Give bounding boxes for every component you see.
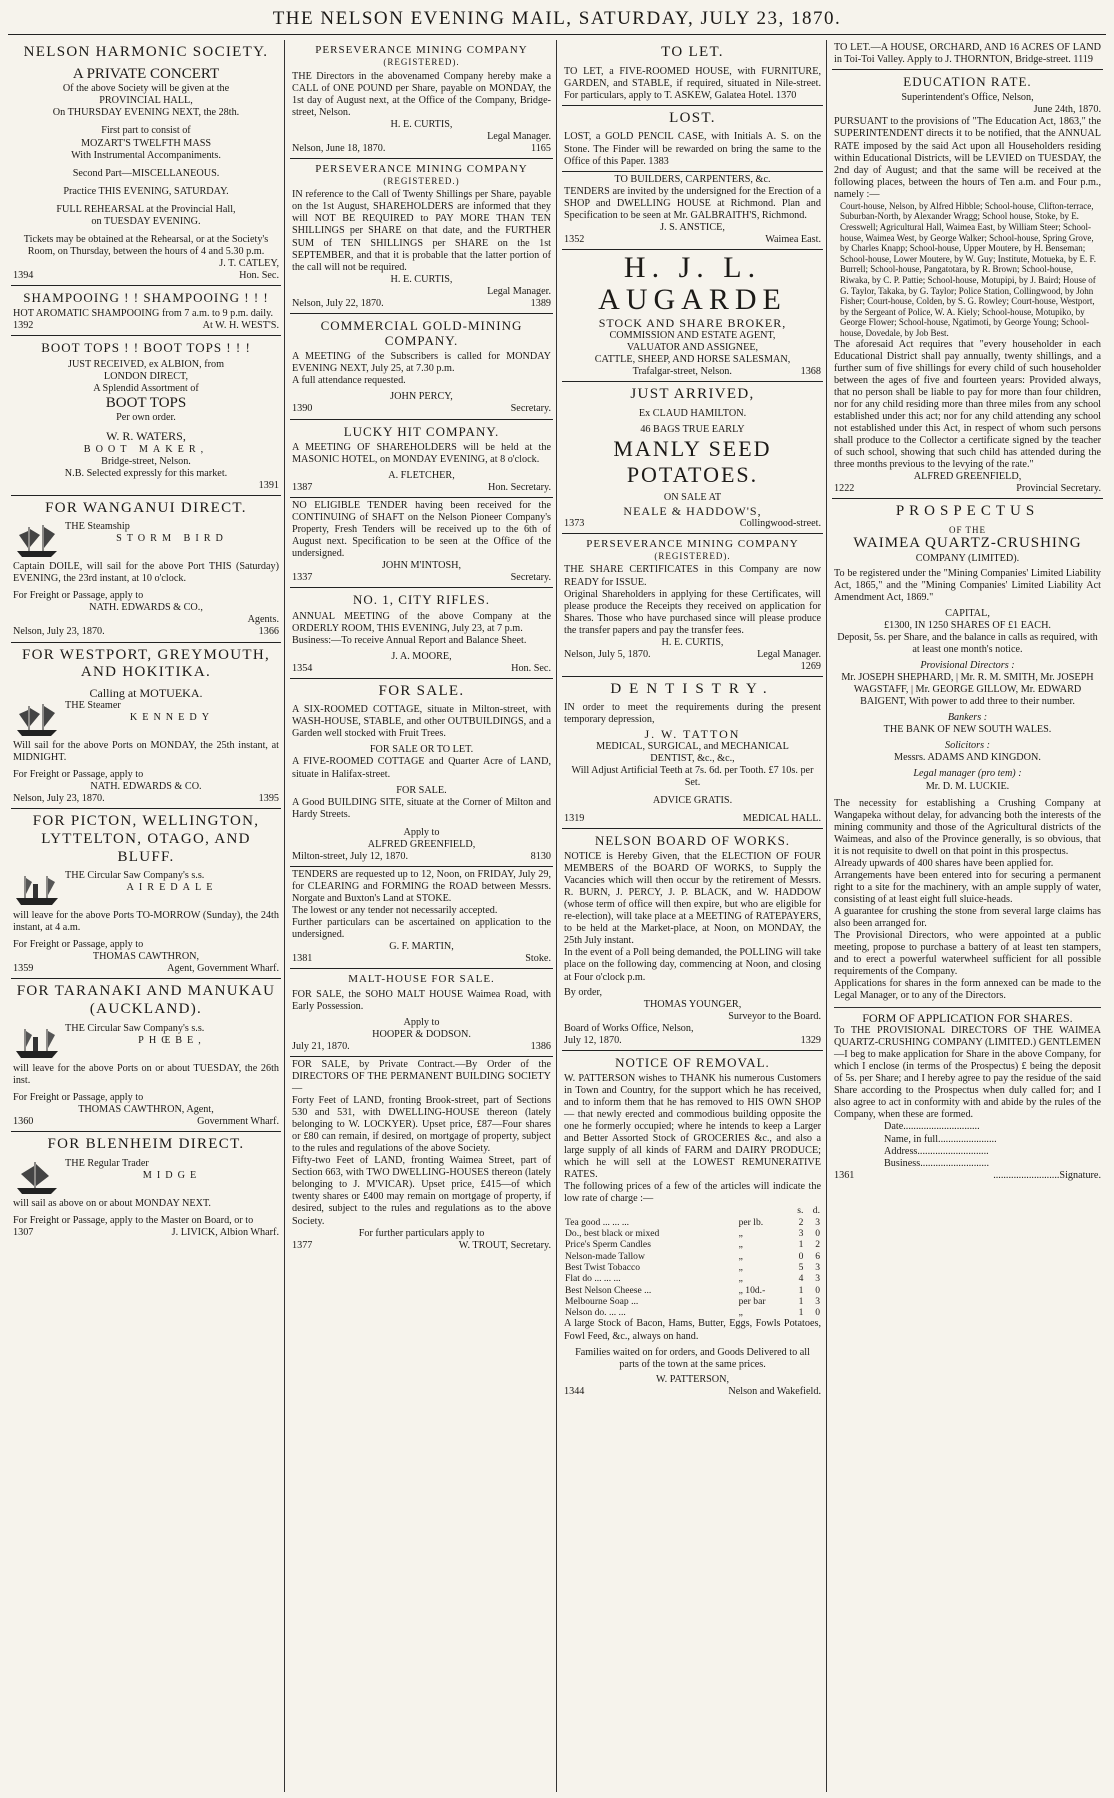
to-let-house-ad xyxy=(832,40,1103,70)
ad-text: Legal Manager. xyxy=(487,285,551,297)
ad-text: In the event of a Poll being demanded, the POLLING will take place on the following day, commencing at Noon, and closing at Four o'clock p.m. xyxy=(564,947,821,983)
ad-title: COMMERCIAL GOLD-MINING xyxy=(320,317,523,333)
ad-text: MEDICAL HALL. xyxy=(742,812,821,824)
ad-text: Surveyor to the Board. xyxy=(728,1010,821,1022)
masthead xyxy=(8,4,1106,35)
ad-number: 1389 xyxy=(530,297,551,309)
ad-text: MOZART'S TWELFTH MASS xyxy=(80,137,212,149)
commercial-mining-ad xyxy=(290,314,553,420)
ad-text: THE Circular Saw Company's s.s. xyxy=(65,1022,205,1034)
perseverance-shares-ad xyxy=(562,534,823,677)
ad-text: Mr. D. M. LUCKIE. xyxy=(925,780,1010,792)
column-3 xyxy=(559,40,827,1792)
ad-number: 1319 xyxy=(564,812,585,824)
ad-text: A SIX-ROOMED COTTAGE, situate in Milton-street, with WASH-HOUSE, STABLE, and other OUTBUILDINGS, and a Garden well stocked with Fruit Trees. xyxy=(292,704,551,740)
ad-text: Will Adjust Artificial Teeth at 7s. 6d. per Tooth. £7 10s. per Set. xyxy=(571,764,814,788)
ad-title: AND HOKITIKA. xyxy=(80,664,212,681)
wanganui-ad xyxy=(11,496,281,643)
ad-text: Legal Manager. xyxy=(757,648,821,660)
ad-text: Ex CLAUD HAMILTON. xyxy=(638,407,747,419)
ad-number: 1352 xyxy=(564,233,585,245)
price-row: Nelson do. ... ... „ 1 0 xyxy=(565,1307,820,1319)
ad-title: TO LET. xyxy=(661,44,724,60)
ad-text: Practice THIS EVENING, SATURDAY. xyxy=(63,185,229,197)
ad-number: 1307 xyxy=(13,1226,34,1238)
ad-subtitle: (REGISTERED). xyxy=(383,56,460,67)
column-header: d. xyxy=(812,1205,820,1217)
ad-number: 1368 xyxy=(800,366,821,377)
ad-text: Calling at MOTUEKA. xyxy=(89,685,203,700)
sailing-ship-icon xyxy=(13,1158,61,1198)
ad-title: LUCKY HIT COMPANY. xyxy=(343,423,500,439)
ad-text: ON SALE AT xyxy=(663,491,722,503)
ad-text: For Freight or Passage, apply to the Master on Board, or to xyxy=(13,1214,254,1226)
form-field-address: Address............................ xyxy=(884,1145,989,1157)
ad-signature: Hon. Sec. xyxy=(239,269,279,281)
ad-text: BOOT MAKER, xyxy=(83,443,209,455)
ad-signature: JOHN M'INTOSH, xyxy=(381,560,462,572)
dentistry-ad xyxy=(562,677,823,829)
column-1 xyxy=(8,40,285,1792)
ad-number: 1394 xyxy=(13,269,34,281)
ad-text: The necessity for establishing a Crushing Company at Wangapeka without delay, for advancing both the interests of the mining community and those of the Agricultural districts of the Waimeas, and also of the Province generally, is so obvious, that it is not requisite to dwell on that point in this prospectus. xyxy=(834,797,1101,857)
ad-title: (AUCKLAND). xyxy=(89,1001,203,1018)
ad-number: 1387 xyxy=(292,481,313,493)
ad-date: Nelson, June 18, 1870. xyxy=(292,142,386,154)
ad-headline: A PRIVATE CONCERT xyxy=(72,65,220,82)
price-row: Tea good ... ... ... per lb. 2 3 xyxy=(565,1216,820,1228)
ad-text: JUST RECEIVED, ex ALBION, from xyxy=(67,358,224,370)
ad-date: Nelson, July 23, 1870. xyxy=(13,793,105,805)
ad-text: THOMAS CAWTHRON, xyxy=(92,951,200,963)
ad-headline: H. J. L. AUGARDE xyxy=(598,250,787,316)
ad-text: Collingwood-street. xyxy=(739,517,821,529)
page-title: THE NELSON EVENING MAIL, SATURDAY, JULY 23, 1870. xyxy=(272,8,842,29)
price-row: Price's Sperm Candles „ 1 2 xyxy=(565,1239,820,1251)
ad-title: JUST ARRIVED, xyxy=(630,386,755,403)
form-field-signature: ..........................Signature. xyxy=(993,1169,1101,1181)
westport-ad xyxy=(11,643,281,810)
ad-signature: ALFRED GREENFIELD, xyxy=(367,838,476,850)
ad-number: 1390 xyxy=(292,403,313,415)
ad-text: NATH. EDWARDS & CO. xyxy=(90,781,202,793)
boot-tops-ad xyxy=(11,336,281,495)
ad-text: A Good BUILDING SITE, situate at the Corner of Milton and Hardy Streets. xyxy=(292,796,551,820)
land-sale-ad xyxy=(290,1057,553,1255)
ad-text: Tickets may be obtained at the Rehearsal, or at the Society's Room, on Thursday, between the hours of 4 and 5.30 p.m. xyxy=(23,233,269,257)
ad-text: Mr. JOSEPH SHEPHARD, | Mr. R. M. SMITH, Mr. JOSEPH WAGSTAFF, | Mr. GEORGE GILLOW, Mr. EDWARD BAIGENT, With power to add three to their number. xyxy=(841,672,1094,708)
ad-text: Hon. Secretary. xyxy=(488,481,551,493)
ad-date: Nelson, July 23, 1870. xyxy=(13,626,105,638)
picton-ad xyxy=(11,809,281,979)
ad-number: 1366 xyxy=(258,626,279,638)
ad-signature: HOOPER & DODSON. xyxy=(372,1029,471,1041)
tender-shaft-ad xyxy=(290,498,553,588)
ad-text: For further particulars apply to xyxy=(358,1227,485,1239)
just-arrived-ad xyxy=(562,382,823,534)
ad-text: A large Stock of Bacon, Hams, Butter, Eggs, Fowls Potatoes, Fowl Feed, &c., always on hand. xyxy=(564,1318,821,1342)
ad-number: 1359 xyxy=(13,963,34,975)
ad-text: W. R. WATERS, xyxy=(106,429,186,444)
ad-date: Milton-street, July 12, 1870. xyxy=(292,850,409,862)
ad-text: NO ELIGIBLE TENDER having been received for the CONTINUING of SHAFT on the Nelson Pioneer Company's Property, Fresh Tenders will be received up to the 6th of August next. Specification to be seen at the Office of the undersigned. xyxy=(292,499,551,560)
ad-text: MEDICAL, SURGICAL, and MECHANICAL xyxy=(596,740,789,752)
ad-title: BOOT TOPS ! ! BOOT TOPS ! ! ! xyxy=(41,340,251,356)
ad-title: PERSEVERANCE MINING COMPANY xyxy=(586,537,799,550)
ad-text: A MEETING OF SHAREHOLDERS will be held at the MASONIC HOTEL, on MONDAY EVENING, at 8 o'clock. xyxy=(292,441,551,465)
ad-text: IN order to meet the requirements during the present temporary depression, xyxy=(564,702,821,726)
ad-signature: J. LIVICK, Albion Wharf. xyxy=(171,1226,279,1238)
columns xyxy=(8,40,1106,1792)
malt-house-ad xyxy=(290,969,553,1057)
ad-text: Trafalgar-street, Nelson. xyxy=(632,366,732,377)
ad-signature: W. PATTERSON, xyxy=(655,1373,730,1385)
ad-title: FOR TARANAKI AND MANUKAU xyxy=(16,983,276,1000)
ad-text: To THE PROVISIONAL DIRECTORS OF THE WAIMEA QUARTZ-CRUSHING COMPANY (LIMITED.) GENTLEMEN—I beg to make application for Share in the above Company, for which I enclose (in terms of the Prospectus) £ being the deposit of 5s. per Share; and I hereby agree to pay the residue of the said Share according to the Prospectus when duly called for; and I also agree to act in conformity with and abide by the rules of the Company, when these are formed. xyxy=(834,1025,1101,1121)
ad-title: TO BUILDERS, CARPENTERS, &c. xyxy=(614,173,771,185)
ad-title: FOR WANGANUI DIRECT. xyxy=(45,499,247,516)
ad-subtitle: FOR SALE OR TO LET. xyxy=(369,744,474,756)
ad-signature: H. E. CURTIS, xyxy=(661,636,724,648)
ad-subtitle: (REGISTERED). xyxy=(654,550,731,561)
column-2 xyxy=(287,40,557,1792)
ad-subtitle: (REGISTERED.) xyxy=(383,175,460,186)
ad-subtitle: FOR SALE. xyxy=(396,784,447,796)
ad-title: NOTICE OF REMOVAL. xyxy=(615,1054,770,1070)
ad-text: A guarantee for crushing the stone from several large claims has also been arranged for. xyxy=(834,905,1101,929)
perseverance-call-1 xyxy=(290,40,553,159)
ship-name: AIREDALE xyxy=(126,882,218,894)
ad-signature: W. TROUT, Secretary. xyxy=(458,1239,551,1251)
price-row: Best Nelson Cheese ... „ 10d.- 1 0 xyxy=(565,1284,820,1296)
ad-number: 8130 xyxy=(530,850,551,862)
price-row: Best Twist Tobacco „ 5 3 xyxy=(565,1261,820,1273)
ad-text: On THURSDAY EVENING NEXT, the 28th. xyxy=(52,107,240,119)
ad-number: 1329 xyxy=(800,1034,821,1046)
lost-ad xyxy=(562,106,823,172)
column-header: s. xyxy=(797,1205,804,1217)
ad-signature: J. A. MOORE, xyxy=(391,650,452,662)
ad-date: June 24th, 1870. xyxy=(1033,104,1101,116)
ad-text: COMMISSION AND ESTATE AGENT, xyxy=(609,329,776,341)
ad-title: SHAMPOOING ! ! SHAMPOOING ! ! ! xyxy=(23,289,269,305)
ad-title: LOST. xyxy=(669,109,716,126)
ad-number: 1386 xyxy=(530,1041,551,1053)
ad-text: Secretary. xyxy=(510,572,551,584)
ad-title: FOR SALE. xyxy=(378,682,465,699)
lucky-hit-ad xyxy=(290,420,553,498)
ad-title: FOR PICTON, WELLINGTON, xyxy=(32,813,260,830)
ad-title: MALT-HOUSE FOR SALE. xyxy=(348,972,495,985)
ad-text: Arrangements have been entered into for securing a permanent right to a site for the machinery, with an ample supply of water, consisting of at least eight full sluice-heads. xyxy=(834,869,1101,905)
ad-signature: H. E. CURTIS, xyxy=(390,118,453,130)
ad-number: 1377 xyxy=(292,1239,313,1251)
ad-text: FOR SALE, the SOHO MALT HOUSE Waimea Road, with Early Possession. xyxy=(292,988,551,1012)
ad-text: FULL REHEARSAL at the Provincial Hall, xyxy=(56,203,236,215)
ad-text: Second Part—MISCELLANEOUS. xyxy=(72,167,220,179)
ad-text: TENDERS are requested up to 12, Noon, on FRIDAY, July 29, for CLEARING and FORMING the ROAD between Messrs. Norgate and Buxton's Land at STOKE. xyxy=(292,868,551,904)
ad-subtitle: OF THE xyxy=(948,524,987,535)
perseverance-call-2 xyxy=(290,159,553,314)
ad-text: THE Steamer xyxy=(65,700,121,712)
ad-title: FOR WESTPORT, GREYMOUTH, xyxy=(21,646,271,663)
form-field-name: Name, in full....................... xyxy=(884,1133,997,1145)
ad-text: For Freight or Passage, apply to xyxy=(13,939,144,951)
ad-text: THE Circular Saw Company's s.s. xyxy=(65,870,205,882)
ad-text: PROVINCIAL HALL, xyxy=(99,95,193,107)
for-sale-ad xyxy=(290,679,553,867)
ad-text: Of the above Society will be given at the xyxy=(62,83,230,95)
ad-text: ADVICE GRATIS. xyxy=(652,794,733,806)
ad-signature: ALFRED GREENFIELD, xyxy=(913,470,1022,482)
ad-text: THE Directors in the abovenamed Company hereby make a CALL of ONE POUND per Share, payable on MONDAY, the 1st day of August next, at the Office of the Company, Bridge-street, Nelson. xyxy=(292,70,551,118)
ad-number: 1395 xyxy=(258,793,279,805)
ad-text: PURSUANT to the provisions of "The Education Act, 1863," the SUPERINTENDENT directs it to be notified, that the ANNUAL RATE imposed by the said Act upon all Householders residing within Educational Districts, will be LEVIED on TUESDAY, the 2nd day of August; and that the same will be received at the following places, between the hours of Ten a.m. and Four p.m., namely :— xyxy=(834,116,1101,200)
ad-title: COMPANY. xyxy=(384,333,459,349)
ad-text: By order, xyxy=(564,986,603,998)
ad-subtitle: Solicitors : xyxy=(945,740,990,752)
ad-text: TO LET, a FIVE-ROOMED HOUSE, with FURNITURE, GARDEN, and STABLE, if required, situated in Nile-street. For particulars, apply to T. ASKEW, Galatea Hotel. 1370 xyxy=(564,65,821,101)
shampooing-ad xyxy=(11,286,281,336)
ad-text: A Splendid Assortment of xyxy=(93,382,199,394)
ad-text: THE Steamship xyxy=(65,521,130,533)
ad-text: NEALE & HADDOW'S, xyxy=(623,503,762,518)
ad-subtitle: Provisional Directors : xyxy=(920,660,1015,672)
ad-text: LONDON DIRECT, xyxy=(103,370,189,382)
ad-text: Superintendent's Office, Nelson, xyxy=(901,92,1034,104)
ad-text: A FIVE-ROOMED COTTAGE and Quarter Acre of LAND, situate in Halifax-street. xyxy=(292,756,551,780)
ad-text: Hon. Sec. xyxy=(511,662,551,674)
ad-text: Further particulars can be ascertained on application to the undersigned. xyxy=(292,916,551,940)
ad-subtitle: Bankers : xyxy=(947,712,988,724)
ad-signature: JOHN PERCY, xyxy=(390,391,453,403)
price-row: Flat do ... ... ... „ 4 3 xyxy=(565,1273,820,1285)
ad-text: With Instrumental Accompaniments. xyxy=(71,149,221,161)
ad-text: £1300, IN 1250 SHARES OF £1 EACH. xyxy=(884,620,1051,632)
ad-text: First part to consist of xyxy=(101,125,191,137)
sailing-ship-icon xyxy=(13,700,61,740)
ad-number: 1361 xyxy=(834,1169,855,1181)
ad-title: PROSPECTUS xyxy=(895,503,1040,519)
ad-text: Nelson and Wakefield. xyxy=(728,1385,821,1397)
ad-text: TO LET.—A HOUSE, ORCHARD, AND 16 ACRES OF LAND in Toi-Toi Valley. Apply to J. THORNTON, Bridge-street. 1119 xyxy=(834,42,1101,66)
ad-text: Secretary. xyxy=(510,403,551,415)
blenheim-ad xyxy=(11,1132,281,1242)
ad-number: 1392 xyxy=(13,320,34,332)
ad-date: Nelson, July 5, 1870. xyxy=(564,648,651,660)
ad-title: NELSON BOARD OF WORKS. xyxy=(594,832,791,848)
ad-text: To be registered under the "Mining Companies' Limited Liability Act, 1865," and the "Mining Companies' Limited Liability Act Amendment Act, 1869." xyxy=(834,568,1101,604)
ad-title: NO. 1, CITY RIFLES. xyxy=(353,592,490,608)
ad-text: For Freight or Passage, apply to xyxy=(13,1091,144,1103)
ship-name: PHŒBE, xyxy=(138,1034,206,1046)
sailing-ship-icon xyxy=(13,521,61,561)
ad-number: 1222 xyxy=(834,482,855,494)
ad-text: Bridge-street, Nelson. xyxy=(101,455,191,467)
ad-text: N.B. Selected expressly for this market. xyxy=(64,467,228,479)
prospectus-ad xyxy=(832,499,1103,1185)
ad-text: NOTICE is Hereby Given, that the ELECTION OF FOUR MEMBERS of the BOARD OF WORKS, to Supply the Vacancies which will then occur by the retirement of Messrs. R. BURN, J. PERCY, J. P. BLACK, and W. HADDOW (whose term of office will then expire, but who are eligible for re-election), will take place at a MEETING of RATEPAYERS, to be held at the Market-place, at Noon, on MONDAY, the 25th July instant. xyxy=(564,851,821,947)
ad-text: 46 BAGS TRUE EARLY xyxy=(640,423,745,435)
education-rate-ad xyxy=(832,70,1103,499)
ad-headline: BOOT TOPS xyxy=(105,394,187,411)
ad-text: VALUATOR AND ASSIGNEE, xyxy=(626,341,759,353)
ad-text: The following prices of a few of the articles will indicate the low rate of charge :— xyxy=(564,1181,821,1205)
ad-text: Fifty-two Feet of LAND, fronting Waimea Street, part of Section 663, with TWO DWELLING-HOUSES thereon (lately belonging to J. M'VICAR). Upset price, £415—of which twenty shares or £400 may remain on mortgage of property, if desired, subject to the rules and regulations as to the above Society. xyxy=(292,1155,551,1227)
ad-text: LOST, a GOLD PENCIL CASE, with Initials A. S. on the Stone. The Finder will be rewarded on bring the same to the Office of this Paper. 1383 xyxy=(564,131,821,167)
ad-headline: MANLY SEED POTATOES. xyxy=(613,435,772,487)
ad-text: J. W. TATTON xyxy=(644,726,741,741)
price-list xyxy=(564,1205,821,1318)
ad-text: HOT AROMATIC SHAMPOOING from 7 a.m. to 9 p.m. daily. xyxy=(13,308,274,320)
ad-text: Original Shareholders in applying for these Certificates, will please produce the Receipts they received on application for Shares. Those who have purchased since will please produce the transfer papers and pay the transfer fees. xyxy=(564,588,821,636)
price-row: Nelson-made Tallow „ 0 6 xyxy=(565,1250,820,1262)
ship-name: KENNEDY xyxy=(129,712,215,724)
ad-text: will leave for the above Ports on or about TUESDAY, the 26th inst. xyxy=(13,1062,279,1086)
ad-number: 1381 xyxy=(292,952,313,964)
ad-text: W. PATTERSON wishes to THANK his numerous Customers in Town and Country, for the support which he has received, and to inform them that he has removed to HIS OWN SHOP — that newly erected and commodious building opposite the one he formerly occupied; where he intends to keep a Larger and Better Assorted Stock of GROCERIES &c., and also a large supply of all kinds of FARM and DAIRY PRODUCE; which he will sell at the LOWEST REMUNERATIVE RATES. xyxy=(564,1073,821,1181)
ad-text: A MEETING of the Subscribers is called for MONDAY EVENING NEXT, July 25, at 7.30 p.m. xyxy=(292,351,551,375)
ad-title: FOR BLENHEIM DIRECT. xyxy=(47,1135,245,1152)
taranaki-ad xyxy=(11,979,281,1132)
ad-text: Applications for shares in the form annexed can be made to the Legal Manager, or to any of the Directors. xyxy=(834,978,1101,1002)
ad-text: Per own order. xyxy=(116,412,176,424)
ad-text: Will sail for the above Ports on MONDAY, the 25th instant, at MIDNIGHT. xyxy=(13,740,279,764)
ad-text: STOCK AND SHARE BROKER, xyxy=(598,315,787,330)
ad-text: IN reference to the Call of Twenty Shillings per Share, payable on the 1st August, SHAREHOLDERS are informed that they will NOT BE REQUIRED to PAY MORE THAN TEN SHILLINGS per SHARE on that date, and the FURTHER SUM of TEN SHILLINGS per SHARE on the 1st SEPTEMBER, and that it is probable that the latter portion of the call will not be required. xyxy=(292,189,551,273)
builders-ad xyxy=(562,172,823,250)
ad-text: DENTIST, &c., &c., xyxy=(650,752,735,764)
ad-text: For Freight or Passage, apply to xyxy=(13,769,144,781)
column-4 xyxy=(829,40,1106,1792)
ad-text: NATH. EDWARDS & CO., xyxy=(89,602,203,614)
ad-number: 1391 xyxy=(258,479,279,491)
ad-text: TENDERS are invited by the undersigned for the Erection of a SHOP and DWELLING HOUSE at Richmond. Plan and Specification to be seen at Mr. GALBRAITH'S, Richmond. xyxy=(564,185,821,221)
ad-title: EDUCATION RATE. xyxy=(903,74,1032,90)
ad-number: 1165 xyxy=(531,142,551,154)
ad-signature: THOMAS YOUNGER, xyxy=(643,998,742,1010)
ad-text: Deposit, 5s. per Share, and the balance in calls as required, with at least one month's notice. xyxy=(837,632,1098,656)
ad-text: ANNUAL MEETING of the above Company at the ORDERLY ROOM, THIS EVENING, July 23, at 7 p.m. xyxy=(292,610,551,634)
ad-number: 1344 xyxy=(564,1385,585,1397)
ad-signature: J. S. ANSTICE, xyxy=(660,221,725,233)
ad-text: Waimea East. xyxy=(765,233,821,245)
ad-date: July 12, 1870. xyxy=(564,1034,622,1046)
ad-text: THE Regular Trader xyxy=(65,1157,149,1169)
ad-signature: Agent, Government Wharf. xyxy=(167,963,279,975)
city-rifles-ad xyxy=(290,588,553,678)
ad-text: Families waited on for orders, and Goods Delivered to all parts of the town at the same prices. xyxy=(575,1346,810,1370)
ship-name: STORM BIRD xyxy=(116,533,228,545)
augarde-ad xyxy=(562,250,823,382)
ad-text: on TUESDAY EVENING. xyxy=(91,215,201,227)
ad-text: Court-house, Nelson, by Alfred Hibble; School-house, Clifton-terrace, Suburban-North, by Alexander Wragg; School house, Stoke, by E. Cresswell; Agricultural Hall, Waimea East, by William Steer; School-house, Waimea West, by George Walker; School-house, Spring Grove, by Charles Knapp; School-house, Upper Moutere, by H. Benseman; School-house, Lower Moutere, by W. Guy; Institute, Motueka, by E. F. Burrell; School-house, Pangatotara, by R. Brown; School-house, Riwaka, by C. P. Pattie; School-house, Motupipi, by J. Baird; House of G. Taylor, Takaka, by G. Taylor; Police Station, Collingwood, by John Fisher; Court-house, Colden, by S. G. Rowley; Court-house, Westport, by the Sergeant of Police, W. A. Kiely; School-house, Motupiko, by George Flower; School-house, Ngatimoti, by George Young; School-house, Dovedale, by Job Best. xyxy=(840,200,1096,338)
ad-text: For Freight or Passage, apply to xyxy=(13,590,144,602)
ad-subtitle: Legal manager (pro tem) : xyxy=(913,768,1022,780)
ad-text: The aforesaid Act requires that "every householder in each Educational District shall pay annually, twenty shillings, and a further sum of five shillings for every child of such householder between the ages of five and fourteen years: Provided always, that no person shall be liable to pay for more than four children, nor for any child residing more than three miles from any school established under this act; nor for any child attending any school not established under this Act, in respect of whom such persons shall produce to the Collector a certificate signed by the teacher of such school, showing that such child has attended during the three months previous to the levying of the rate." xyxy=(834,338,1101,470)
ad-headline: WAIMEA QUARTZ-CRUSHING xyxy=(853,535,1082,552)
ad-text: Agents. xyxy=(247,614,279,626)
ad-signature: J. T. CATLEY, xyxy=(219,257,279,269)
ad-subtitle: FORM OF APPLICATION FOR SHARES. xyxy=(834,1007,1101,1025)
ad-signature: G. F. MARTIN, xyxy=(389,940,454,952)
harmonic-society-ad xyxy=(11,40,281,286)
ad-date: July 21, 1870. xyxy=(292,1041,350,1053)
ad-text: THE BANK OF NEW SOUTH WALES. xyxy=(883,724,1052,736)
ad-text: A full attendance requested. xyxy=(292,375,406,387)
ad-text: will leave for the above Ports TO-MORROW (Sunday), the 24th instant, at 4 a.m. xyxy=(13,910,279,934)
board-of-works-ad xyxy=(562,829,823,1051)
ad-title: PERSEVERANCE MINING COMPANY xyxy=(315,44,528,56)
price-row: Melbourne Soap ... per bar 1 3 xyxy=(565,1295,820,1307)
ad-title: DENTISTRY. xyxy=(610,680,775,697)
notice-of-removal-ad xyxy=(562,1051,823,1401)
ad-text: Stoke. xyxy=(525,952,551,964)
ad-signature: H. E. CURTIS, xyxy=(390,273,453,285)
steamship-icon xyxy=(13,1023,61,1063)
to-let-ad xyxy=(562,40,823,106)
steamship-icon xyxy=(13,870,61,910)
ad-text: Forty Feet of LAND, fronting Brook-street, part of Sections 530 and 531, with DWELLING-HOUSE thereon (lately belonging to W. LOCKYER). Upset price, £87—Four shares or £80 can remain, if desired, on mortgage of property, subject to the rules and regulations of the above Society. xyxy=(292,1095,551,1155)
ad-text: COMPANY (LIMITED). xyxy=(915,552,1020,564)
ad-number: 1373 xyxy=(564,517,585,529)
ad-text: Already upwards of 400 shares have been applied for. xyxy=(834,857,1054,869)
ad-text: Apply to xyxy=(403,1017,440,1028)
ad-number: 1354 xyxy=(292,662,313,674)
ad-subtitle: CAPITAL, xyxy=(945,608,990,620)
ad-number: 1360 xyxy=(13,1115,34,1127)
ship-name: MIDGE xyxy=(142,1169,202,1181)
ad-text: CATTLE, SHEEP, AND HORSE SALESMAN, xyxy=(594,353,791,365)
ad-title: NELSON HARMONIC SOCIETY. xyxy=(23,44,269,60)
ad-signature: At W. H. WEST'S. xyxy=(202,320,279,332)
ad-signature: A. FLETCHER, xyxy=(388,469,455,481)
form-field-business: Business........................... xyxy=(884,1157,989,1169)
ad-title: PERSEVERANCE MINING COMPANY xyxy=(315,162,528,175)
ad-date: Nelson, July 22, 1870. xyxy=(292,297,384,309)
ad-text: Legal Manager. xyxy=(487,130,551,142)
ad-text: THOMAS CAWTHRON, Agent, xyxy=(78,1103,214,1115)
clearing-tender-ad xyxy=(290,867,553,969)
ad-text: The lowest or any tender not necessarily accepted. xyxy=(292,904,498,916)
ad-number: 1269 xyxy=(800,660,821,672)
ad-text: The Provisional Directors, who were appointed at a public meeting, propose to purchase a battery of at least ten stampers, and to erect a powerful waterwheel sufficient for all possible requirements of the Company. xyxy=(834,929,1101,977)
ad-title: LYTTELTON, OTAGO, AND BLUFF. xyxy=(41,830,251,865)
ad-text: will sail as above on or about MONDAY NEXT. xyxy=(13,1197,211,1209)
ad-text: Messrs. ADAMS AND KINGDON. xyxy=(894,752,1041,764)
ad-text: THE SHARE CERTIFICATES in this Company are now READY for ISSUE. xyxy=(564,564,821,588)
ad-number: 1337 xyxy=(292,572,313,584)
ad-text: Apply to xyxy=(403,826,440,838)
ad-signature: Government Wharf. xyxy=(197,1115,279,1127)
ad-text: Captain DOILE, will sail for the above Port THIS (Saturday) EVENING, the 23rd instant, at 10 o'clock. xyxy=(13,561,279,585)
ad-text: Board of Works Office, Nelson, xyxy=(564,1022,694,1034)
form-field-date: Date.............................. xyxy=(884,1121,980,1133)
ad-text: FOR SALE, by Private Contract.—By Order of the DIRECTORS OF THE PERMANENT BUILDING SOCIETY— xyxy=(292,1059,551,1095)
price-row: Do., best black or mixed „ 3 0 xyxy=(565,1227,820,1239)
ad-text: Provincial Secretary. xyxy=(1016,482,1101,494)
ad-text: Business:—To receive Annual Report and Balance Sheet. xyxy=(292,634,527,646)
